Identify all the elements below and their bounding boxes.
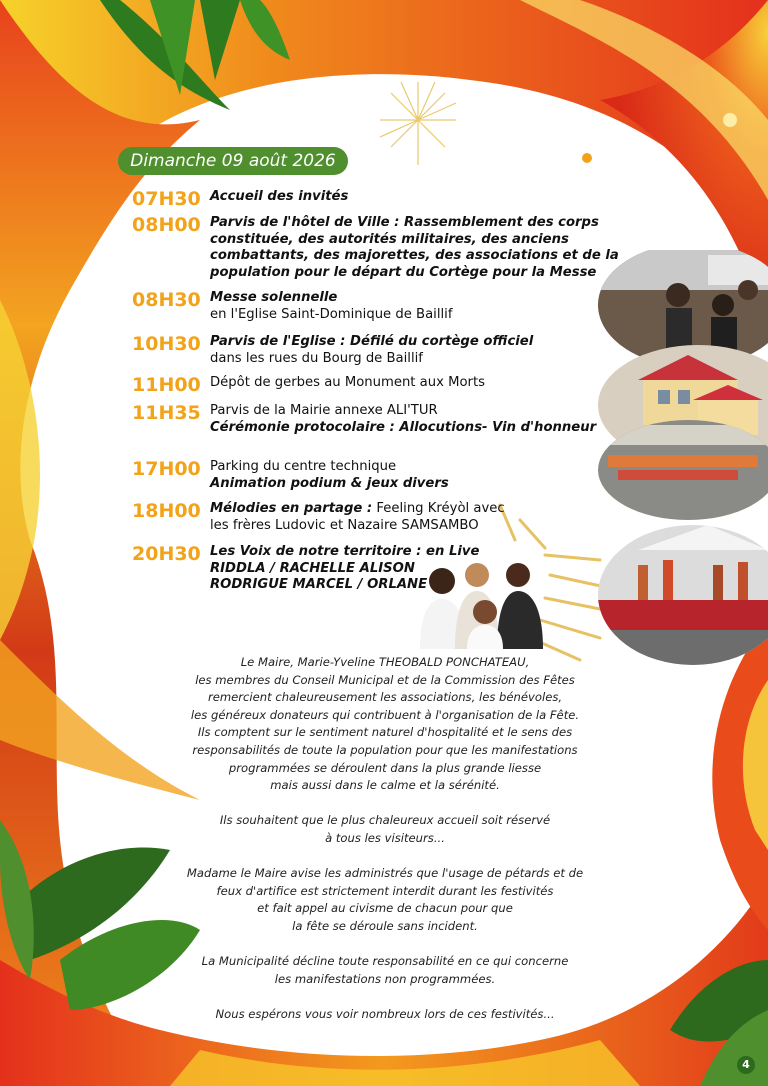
schedule-time: 20H30 <box>132 543 201 565</box>
page-number-badge: 4 <box>737 1056 755 1074</box>
schedule-time: 10H30 <box>132 333 201 355</box>
date-banner: Dimanche 09 août 2026 <box>118 147 348 175</box>
schedule-desc: Parvis de l'Eglise : Défilé du cortège officiel dans les rues du Bourg de Baillif <box>210 334 534 366</box>
schedule-desc: Parking du centre technique Animation podium & jeux divers <box>210 459 449 491</box>
schedule-desc: Parvis de l'hôtel de Ville : Rassemblement des corps constituée, des autorités militaires, des anciens combattants, des majorettes, des associations et de la population pour le départ du Cortège pour la Messe <box>210 215 619 280</box>
schedule-time: 11H35 <box>132 402 201 424</box>
schedule-desc: Messe solennelle en l'Eglise Saint-Dominique de Baillif <box>210 290 453 322</box>
schedule-time: 07H30 <box>132 188 201 210</box>
schedule-time: 18H00 <box>132 500 201 522</box>
schedule-desc: Les Voix de notre territoire : en Live RIDDLA / RACHELLE ALISON RODRIGUE MARCEL / ORLANE <box>210 544 480 592</box>
schedule-time: 08H00 <box>132 214 201 236</box>
schedule-desc: Accueil des invités <box>210 189 349 204</box>
schedule-time: 17H00 <box>132 458 201 480</box>
schedule-desc: Dépôt de gerbes au Monument aux Morts <box>210 375 486 390</box>
artists-photo <box>415 557 550 649</box>
schedule-desc: Parvis de la Mairie annexe ALI'TUR Cérémonie protocolaire : Allocutions- Vin d'honneur <box>210 403 597 435</box>
schedule-time: 08H30 <box>132 289 201 311</box>
dancers-photo <box>598 525 768 665</box>
event-photo-collage <box>598 250 768 665</box>
schedule-time: 11H00 <box>132 374 201 396</box>
schedule-desc: Mélodies en partage : Feeling Kréyòl avec les frères Ludovic et Nazaire SAMSAMBO <box>210 501 505 533</box>
mayor-message: Le Maire, Marie-Yveline THEOBALD PONCHATEAU, les membres du Conseil Municipal et de la Commission des Fêtes remercient chaleureusement les associations, les bénévoles, les généreux donateurs qui contribuent à l'organisation de la Fête. Ils comptent sur le sentiment naturel d'hospitalité et le sens des responsabilités de toute la population pour que les manifestations programmées se déroulent dans la plus grande liesse mais aussi dans le calme et la sérénité. Ils souhaitent que le plus chaleureux accueil soit réservé à tous les visiteurs... Madame le Maire avise les administrés que l'usage de pétards et de feux d'artifice est strictement interdit durant les festivités et fait appel au civisme de chacun pour que la fête se déroule sans incident. La Municipalité décline toute responsabilité en ce qui concerne les manifestations non programmées. Nous espérons vous voir nombreux lors de ces festivités... <box>186 655 584 1021</box>
